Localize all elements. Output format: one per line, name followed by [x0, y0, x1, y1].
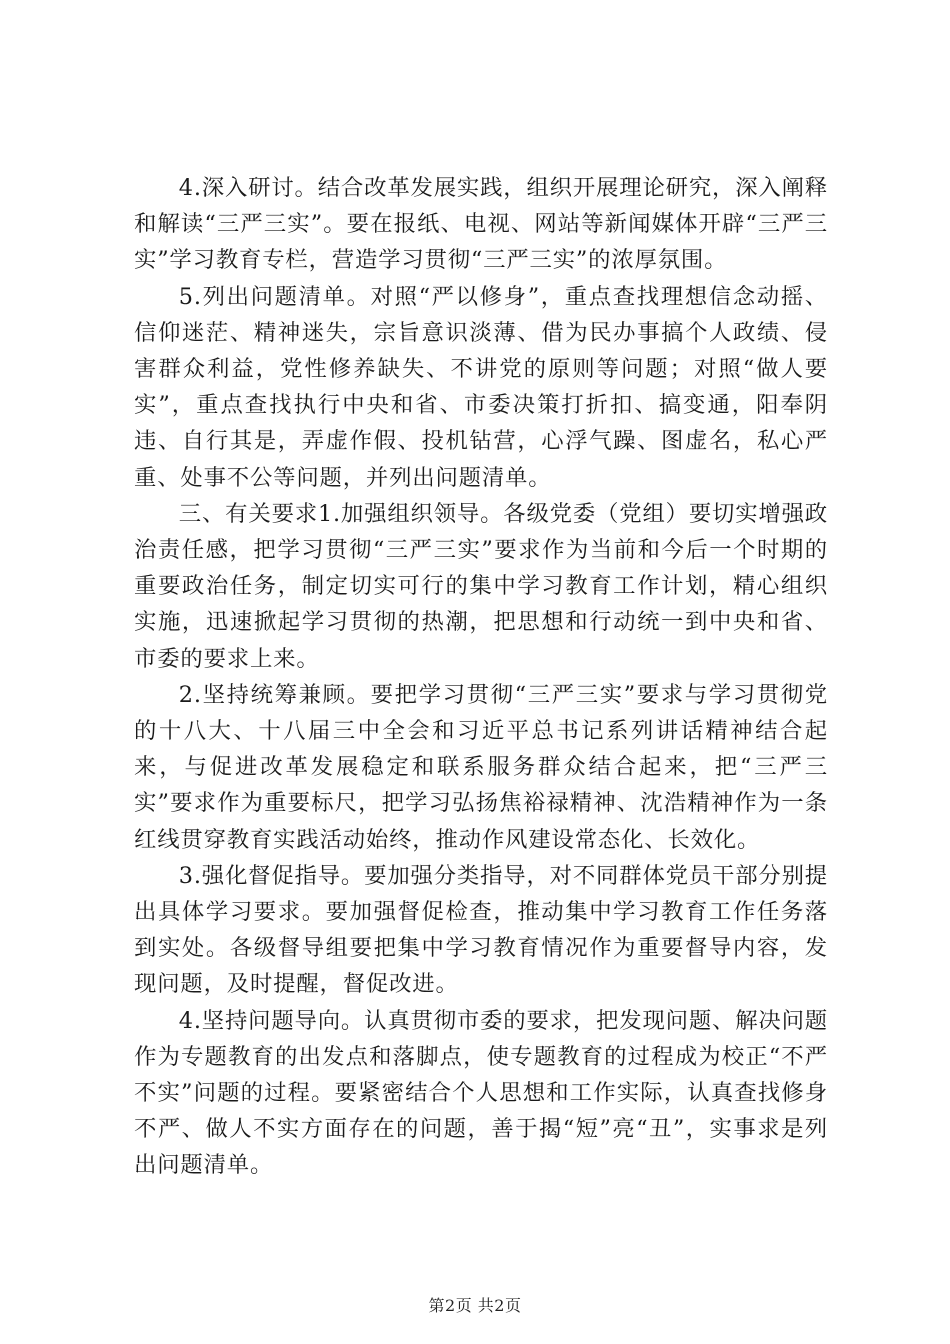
- paragraph-problem-oriented: 4.坚持问题导向。认真贯彻市委的要求，把发现问题、解决问题作为专题教育的出发点和落脚点，使专题教育的过程成为校正“不严不实”问题的过程。要紧密结合个人思想和工作实际，认真查找修身不严、做人不实方面存在的问题，善于揭“短”亮“丑”，实事求是列出问题清单。: [134, 1007, 828, 1179]
- paragraph-problem-list: 5.列出问题清单。对照“严以修身”，重点查找理想信念动摇、信仰迷茫、精神迷失，宗旨意识淡薄、借为民办事搞个人政绩、侵害群众利益，党性修养缺失、不讲党的原则等问题；对照“做人要实”，重点查找执行中央和省、市委决策打折扣、搞变通，阳奉阴违、自行其是，弄虚作假、投机钻营，心浮气躁、图虚名，私心严重、处事不公等问题，并列出问题清单。: [134, 283, 828, 491]
- page-number-footer: 第2页 共2页: [428, 1296, 522, 1315]
- document-body: [134, 170, 828, 1184]
- paragraph-supervision: 3.强化督促指导。要加强分类指导，对不同群体党员干部分别提出具体学习要求。要加强督促检查，推动集中学习教育工作任务落到实处。各级督导组要把集中学习教育情况作为重要督导内容，发现问题，及时提醒，督促改进。: [134, 862, 828, 998]
- paragraph-requirements-leadership: 三、有关要求1.加强组织领导。各级党委（党组）要切实增强政治责任感，把学习贯彻“三严三实”要求作为当前和今后一个时期的重要政治任务，制定切实可行的集中学习教育工作计划，精心组织实施，迅速掀起学习贯彻的热潮，把思想和行动统一到中央和省、市委的要求上来。: [134, 500, 828, 672]
- paragraph-overall-planning: 2.坚持统筹兼顾。要把学习贯彻“三严三实”要求与学习贯彻党的十八大、十八届三中全会和习近平总书记系列讲话精神结合起来，与促进改革发展稳定和联系服务群众结合起来，把“三严三实”要求作为重要标尺，把学习弘扬焦裕禄精神、沈浩精神作为一条红线贯穿教育实践活动始终，推动作风建设常态化、长效化。: [134, 681, 828, 853]
- paragraph-deep-discussion: 4.深入研讨。结合改革发展实践，组织开展理论研究，深入阐释和解读“三严三实”。要在报纸、电视、网站等新闻媒体开辟“三严三实”学习教育专栏，营造学习贯彻“三严三实”的浓厚氛围。: [134, 175, 828, 274]
